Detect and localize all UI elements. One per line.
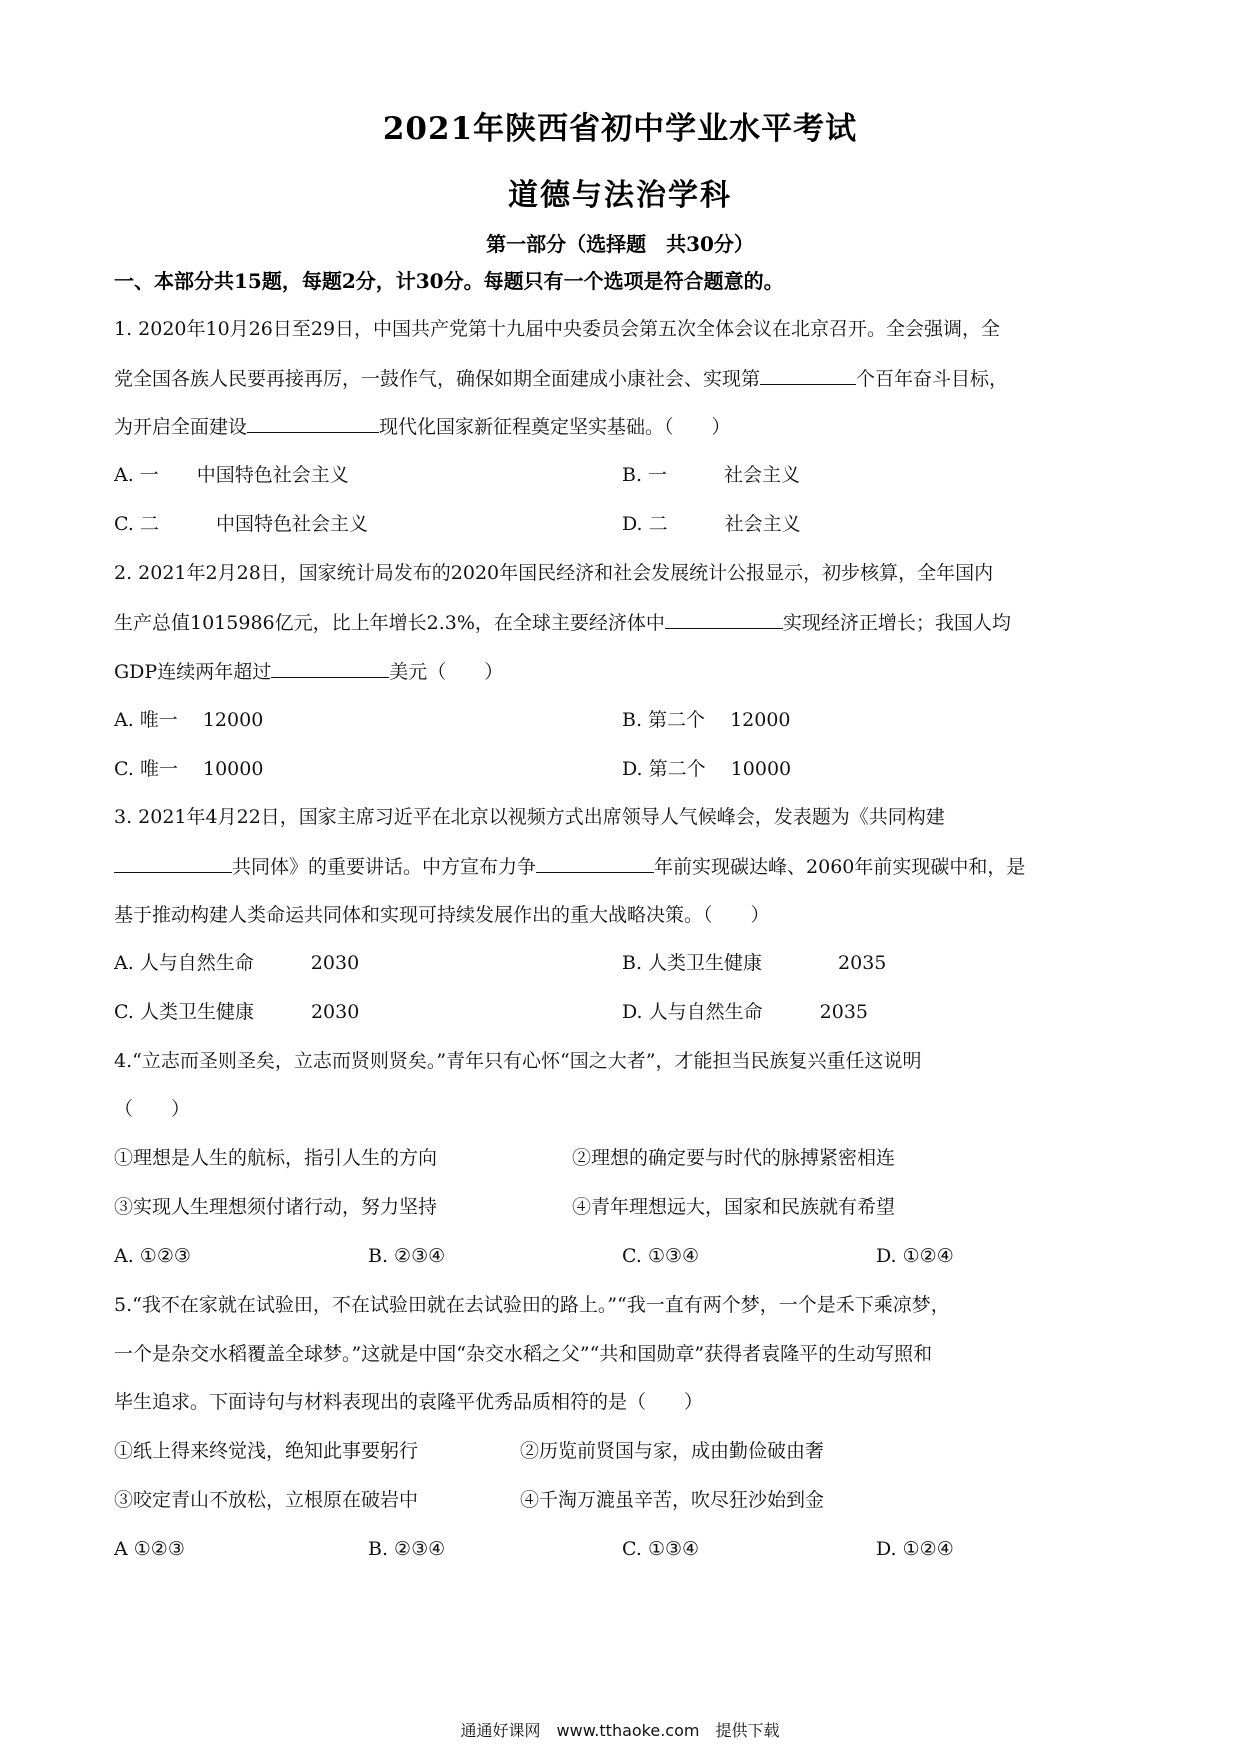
q1-line-3: [114, 414, 731, 439]
q2-option-c: C. 唯一 10000: [114, 758, 264, 780]
q2-line-2: [114, 610, 1011, 635]
fill-blank: [247, 414, 379, 433]
q4-statement-1: ①理想是人生的航标，指引人生的方向: [114, 1147, 438, 1169]
q4-option-b: B. ②③④: [368, 1245, 446, 1267]
q5-line-3: 毕生追求。下面诗句与材料表现出的袁隆平优秀品质相符的是（ ）: [114, 1391, 704, 1413]
q3-option-a: A. 人与自然生命 2030: [114, 952, 360, 974]
q1-option-d: D. 二 社会主义: [622, 513, 801, 535]
q3-option-c: C. 人类卫生健康 2030: [114, 1001, 360, 1023]
q2-line-2-b: 实现经济正增长；我国人均: [782, 612, 1011, 634]
q1-line-1: 1. 2020年10月26日至29日，中国共产党第十九届中央委员会第五次全体会议在北京召开。全会强调，全: [114, 318, 1001, 340]
q2-line-3-b: 美元（ ）: [389, 661, 504, 683]
q4-line-2: （ ）: [114, 1098, 191, 1120]
q5-line-2: 一个是杂交水稻覆盖全球梦。”这就是中国“杂交水稻之父”“共和国勋章”获得者袁隆平的生动写照和: [114, 1343, 933, 1365]
q5-statement-2: ②历览前贤国与家，成由勤俭破由奢: [520, 1440, 825, 1462]
q3-line-3: 基于推动构建人类命运共同体和实现可持续发展作出的重大战略决策。（ ）: [114, 904, 770, 926]
q5-statement-4: ④千淘万漉虽辛苦，吹尽狂沙始到金: [520, 1489, 825, 1511]
q3-line-1: 3. 2021年4月22日，国家主席习近平在北京以视频方式出席领导人气候峰会，发表题为《共同构建: [114, 806, 945, 828]
q5-option-a: A ①②③: [114, 1538, 185, 1560]
q3-line-2-b: 年前实现碳达峰、2060年前实现碳中和，是: [654, 856, 1026, 878]
q4-option-a: A. ①②③: [114, 1245, 191, 1267]
fill-blank: [665, 610, 783, 629]
q2-option-a: A. 唯一 12000: [114, 709, 264, 731]
q4-option-d: D. ①②④: [876, 1245, 954, 1267]
q1-line-2-b: 个百年奋斗目标，: [856, 368, 1009, 390]
q4-statement-4: ④青年理想远大，国家和民族就有希望: [572, 1196, 896, 1218]
q2-line-3-a: GDP连续两年超过: [114, 661, 272, 683]
q5-option-b: B. ②③④: [368, 1538, 446, 1560]
q1-option-c: C. 二 中国特色社会主义: [114, 513, 368, 535]
q4-statement-3: ③实现人生理想须付诸行动，努力坚持: [114, 1196, 438, 1218]
q5-line-1: 5.“我不在家就在试验田，不在试验田就在去试验田的路上。”“我一直有两个梦，一个是禾下乘凉梦，: [114, 1294, 950, 1316]
exam-title: 2021年陕西省初中学业水平考试: [382, 111, 858, 147]
q5-statement-1: ①纸上得来终觉浅，绝知此事要躬行: [114, 1440, 419, 1462]
q3-line-2-a: 共同体》的重要讲话。中方宣布力争: [232, 856, 537, 878]
fill-blank: [536, 854, 654, 873]
q1-line-3-a: 为开启全面建设: [114, 416, 248, 438]
fill-blank: [760, 366, 856, 385]
q1-option-b: B. 一 社会主义: [622, 464, 801, 486]
q1-option-a: A. 一 中国特色社会主义: [114, 464, 349, 486]
q5-statement-3: ③咬定青山不放松，立根原在破岩中: [114, 1489, 419, 1511]
q1-line-3-b: 现代化国家新征程奠定坚实基础。（ ）: [379, 416, 731, 438]
q3-line-2: [114, 854, 1025, 879]
q2-line-3: [114, 659, 503, 684]
q2-option-b: B. 第二个 12000: [622, 709, 791, 731]
q5-option-d: D. ①②④: [876, 1538, 954, 1560]
q3-option-b: B. 人类卫生健康 2035: [622, 952, 887, 974]
q1-line-2-a: 党全国各族人民要再接再厉，一鼓作气，确保如期全面建成小康社会、实现第: [114, 368, 761, 390]
subject-title: 道德与法治学科: [508, 178, 732, 213]
q1-line-2: [114, 366, 1008, 391]
fill-blank: [114, 854, 232, 873]
q5-option-c: C. ①③④: [622, 1538, 700, 1560]
q4-option-c: C. ①③④: [622, 1245, 700, 1267]
q2-option-d: D. 第二个 10000: [622, 758, 792, 780]
q2-line-1: 2. 2021年2月28日，国家统计局发布的2020年国民经济和社会发展统计公报显示，初步核算，全年国内: [114, 562, 994, 584]
footer-source: 通通好课网 www.tthaoke.com 提供下载: [460, 1721, 780, 1740]
q3-option-d: D. 人与自然生命 2035: [622, 1001, 868, 1023]
section-instructions: 一、本部分共15题，每题2分，计30分。每题只有一个选项是符合题意的。: [114, 269, 784, 293]
q4-statement-2: ②理想的确定要与时代的脉搏紧密相连: [572, 1147, 896, 1169]
q4-line-1: 4.“立志而圣则圣矣，立志而贤则贤矣。”青年只有心怀“国之大者”，才能担当民族复兴重任这说明: [114, 1050, 922, 1072]
fill-blank: [271, 659, 389, 678]
q2-line-2-a: 生产总值1015986亿元，比上年增长2.3%，在全球主要经济体中: [114, 612, 665, 634]
part-heading: 第一部分（选择题 共30分）: [486, 232, 754, 256]
